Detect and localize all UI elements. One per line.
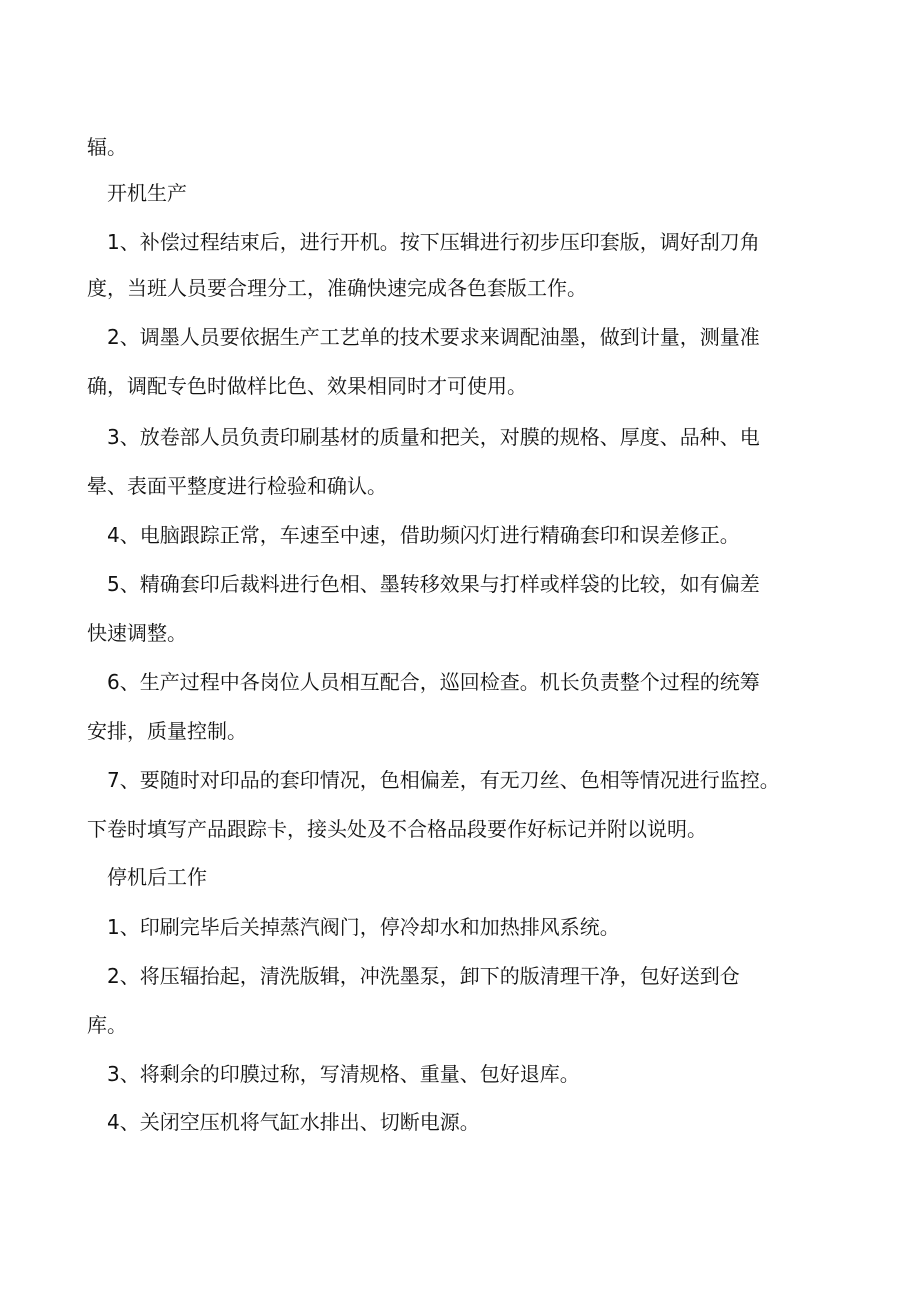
text-line: 3、将剩余的印膜过称，写清规格、重量、包好退库。 — [107, 1062, 580, 1086]
text-line: 2、调墨人员要依据生产工艺单的技术要求来调配油墨，做到计量，测量准 — [107, 325, 760, 349]
section-heading: 开机生产 — [107, 181, 187, 205]
text-line: 下卷时填写产品跟踪卡，接头处及不合格品段要作好标记并附以说明。 — [87, 817, 707, 841]
text-line: 6、生产过程中各岗位人员相互配合，巡回检查。机长负责整个过程的统筹 — [107, 670, 760, 694]
text-line: 2、将压辐抬起，清洗版辑，冲洗墨泵，卸下的版清理干净，包好送到仓 — [107, 964, 740, 988]
section-heading: 停机后工作 — [107, 865, 207, 889]
text-line: 5、精确套印后裁料进行色相、墨转移效果与打样或样袋的比较，如有偏差 — [107, 572, 760, 596]
text-line: 4、电脑跟踪正常，车速至中速，借助频闪灯进行精确套印和误差修正。 — [107, 523, 740, 547]
text-line: 快速调整。 — [87, 621, 187, 645]
text-line: 7、要随时对印品的套印情况，色相偏差，有无刀丝、色相等情况进行监控。 — [107, 768, 780, 792]
text-line: 1、印刷完毕后关掉蒸汽阀门，停冷却水和加热排风系统。 — [107, 915, 620, 939]
text-line: 3、放卷部人员负责印刷基材的质量和把关，对膜的规格、厚度、品种、电 — [107, 425, 760, 449]
text-line: 辐。 — [87, 135, 127, 159]
text-line: 1、补偿过程结束后，进行开机。按下压辑进行初步压印套版，调好刮刀角 — [107, 230, 760, 254]
text-line: 确，调配专色时做样比色、效果相同时才可使用。 — [87, 374, 527, 398]
text-line: 安排，质量控制。 — [87, 719, 247, 743]
text-line: 4、关闭空压机将气缸水排出、切断电源。 — [107, 1110, 480, 1134]
text-line: 库。 — [87, 1013, 127, 1037]
text-line: 晕、表面平整度进行检验和确认。 — [87, 474, 387, 498]
text-line: 度，当班人员要合理分工，准确快速完成各色套版工作。 — [87, 276, 587, 300]
